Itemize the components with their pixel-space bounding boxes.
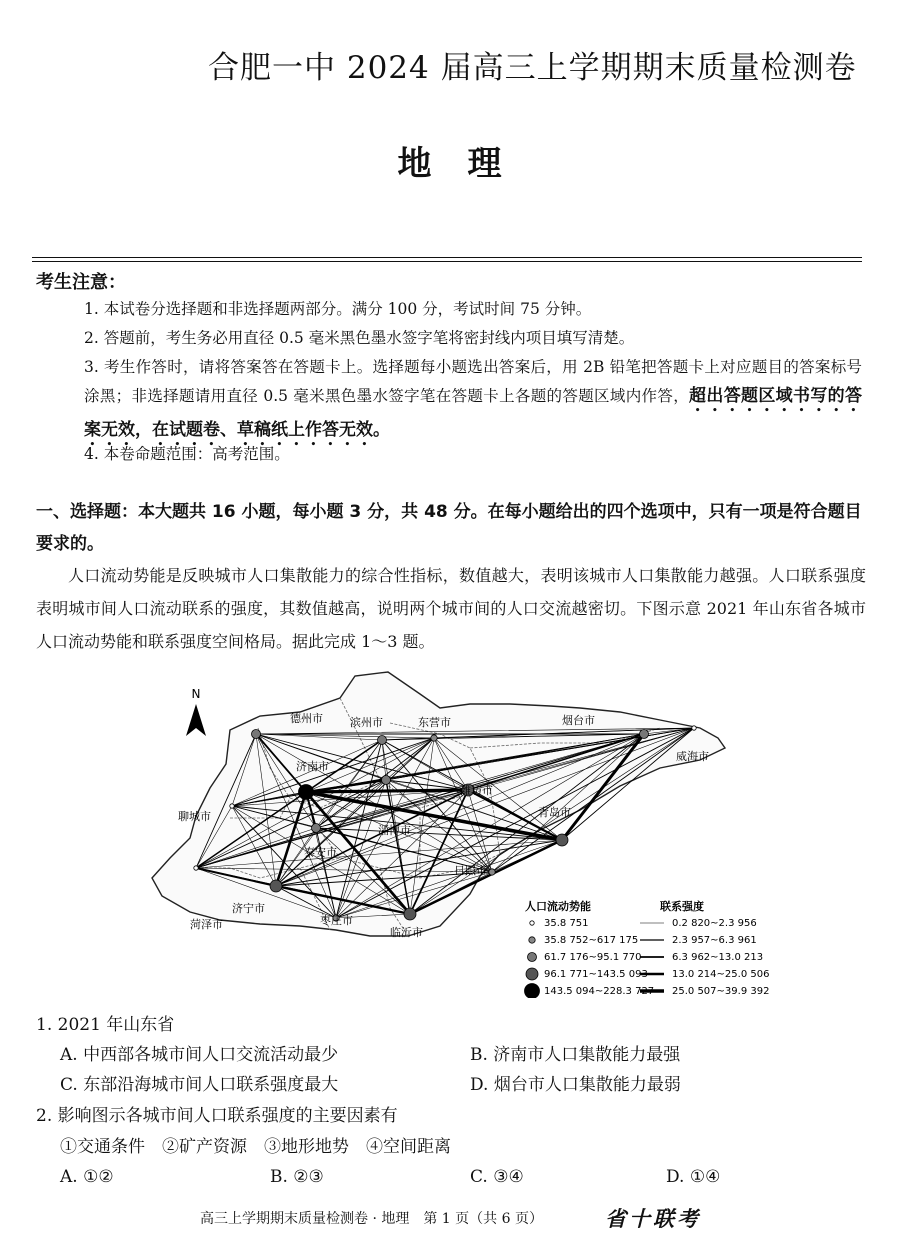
- city-label-yantai: 烟台市: [562, 714, 595, 727]
- legend-strength-label: 2.3 957~6.3 961: [672, 935, 757, 946]
- legend-potential-symbol: [528, 953, 537, 962]
- city-node-zibo: [382, 776, 391, 785]
- question-2-option-d: D. ①④: [666, 1167, 721, 1187]
- legend-potential-label: 35.8 752~617 175: [544, 935, 639, 946]
- notice-item-2: 2. 答题前，考生务必用直径 0.5 毫米黑色墨水签字笔将密封线内项目填写清楚。: [84, 329, 635, 347]
- legend-strength-title: 联系强度: [660, 900, 704, 913]
- question-1-option-b: B. 济南市人口集散能力最强: [470, 1045, 681, 1065]
- legend-potential-symbol: [529, 937, 535, 943]
- legend-potential-symbol: [525, 984, 540, 999]
- legend-strength-label: 25.0 507~39.9 392: [672, 986, 770, 997]
- north-label: N: [191, 687, 201, 701]
- legend-potential-label: 96.1 771~143.5 093: [544, 969, 648, 980]
- subject-title: 地 理: [397, 144, 503, 184]
- city-node-jinan: [299, 785, 314, 800]
- city-label-linyi: 临沂市: [390, 926, 423, 939]
- city-label-taian: 泰安市: [304, 846, 337, 859]
- city-node-yantai: [640, 730, 649, 739]
- question-2-option-c: C. ③④: [470, 1167, 524, 1187]
- question-2-option-a: A. ①②: [60, 1167, 114, 1187]
- city-label-liaocheng: 聊城市: [178, 810, 211, 823]
- header-rule-top: [32, 257, 862, 258]
- map-legend: [525, 899, 770, 998]
- city-label-weifang: 潍坊市: [460, 784, 493, 797]
- flow-line-strong: [306, 790, 468, 792]
- city-label-qingdao: 青岛市: [538, 806, 571, 819]
- passage: 人口流动势能是反映城市人口集散能力的综合性指标，数值越大，表明该城市人口集散能力越强。人口联系强度表明城市间人口流动联系的强度，其数值越高，说明两个城市间的人口交流越密切。下图示意 2021 年山东省各城市人口流动势能和联系强度空间格局。据此完成 1～3 题。: [36, 566, 866, 651]
- legend-potential-symbol: [530, 921, 534, 925]
- city-label-weihai: 威海市: [676, 750, 709, 763]
- header-rule-bottom: [32, 261, 862, 262]
- notice-heading: 考生注意：: [36, 272, 126, 293]
- city-label-rizhao: 日照市: [454, 864, 487, 877]
- city-label-dezhou: 德州市: [290, 712, 323, 725]
- city-label-heze: 菏泽市: [190, 918, 223, 931]
- footer-brand-logo: 省十联考: [605, 1206, 701, 1231]
- notice-item-3-text: 3. 考生作答时，请将答案答在答题卡上。选择题每小题选出答案后，用 2B 铅笔把答题卡上对应题目的答案标号涂黑；非选择题请用直径 0.5 毫米黑色墨水签字笔在答题卡上各题的答题区域内作答，: [84, 358, 862, 405]
- city-node-liaocheng: [230, 804, 234, 808]
- city-node-weihai: [692, 726, 696, 730]
- page-footer: 高三上学期期末质量检测卷 · 地理 第 1 页（共 6 页）: [200, 1211, 543, 1227]
- city-label-binzhou: 滨州市: [350, 716, 383, 729]
- shandong-flow-map: [140, 668, 780, 998]
- question-2-option-b: B. ②③: [270, 1167, 324, 1187]
- section-title: 一、选择题：本大题共 16 小题，每小题 3 分，共 48 分。在每小题给出的四个选项中，只有一项是符合题目要求的。: [36, 502, 862, 554]
- city-label-zaozhuang: 枣庄市: [320, 914, 353, 927]
- north-arrow: [186, 687, 206, 736]
- question-1-option-c: C. 东部沿海城市间人口联系强度最大: [60, 1075, 339, 1095]
- city-node-dezhou: [252, 730, 261, 739]
- city-node-taian: [312, 824, 321, 833]
- notice-item-1: 1. 本试卷分选择题和非选择题两部分。满分 100 分，考试时间 75 分钟。: [84, 300, 592, 318]
- legend-potential-symbol: [526, 968, 538, 980]
- exam-title: 合肥一中 2024 届高三上学期期末质量检测卷: [208, 50, 857, 86]
- question-1-stem: 1. 2021 年山东省: [36, 1015, 175, 1035]
- city-label-jinan: 济南市: [296, 760, 329, 773]
- city-node-rizhao: [489, 869, 495, 875]
- city-label-jining: 济宁市: [232, 902, 265, 915]
- legend-potential-label: 35.8 751: [544, 918, 589, 929]
- question-1-option-d: D. 烟台市人口集散能力最弱: [470, 1075, 681, 1095]
- city-node-dongying: [431, 735, 437, 741]
- city-node-heze: [194, 866, 198, 870]
- question-2-stem: 2. 影响图示各城市间人口联系强度的主要因素有: [36, 1106, 398, 1126]
- notice-item-4: 4. 本卷命题范围：高考范围。: [84, 445, 290, 463]
- question-1-option-a: A. 中西部各城市间人口交流活动最少: [60, 1045, 339, 1065]
- city-node-jining: [270, 880, 282, 892]
- legend-strength-label: 0.2 820~2.3 956: [672, 918, 757, 929]
- city-node-linyi: [404, 908, 416, 920]
- city-node-qingdao: [556, 834, 568, 846]
- city-label-zibo: 淄博市: [378, 824, 411, 837]
- legend-potential-label: 61.7 176~95.1 770: [544, 952, 642, 963]
- notice-item-3-emphasis: 超出答题区域书写的答案无效，在试题卷、草稿纸上作答无效。: [84, 386, 862, 440]
- question-2-factors: ①交通条件 ②矿产资源 ③地形地势 ④空间距离: [60, 1137, 451, 1157]
- legend-strength-label: 6.3 962~13.0 213: [672, 952, 764, 963]
- legend-potential-title: 人口流动势能: [525, 900, 591, 913]
- legend-potential-label: 143.5 094~228.3 727: [544, 986, 655, 997]
- city-node-binzhou: [378, 736, 387, 745]
- notice-item-3: [84, 353, 862, 450]
- legend-strength-label: 13.0 214~25.0 506: [672, 969, 770, 980]
- city-label-dongying: 东营市: [418, 716, 451, 729]
